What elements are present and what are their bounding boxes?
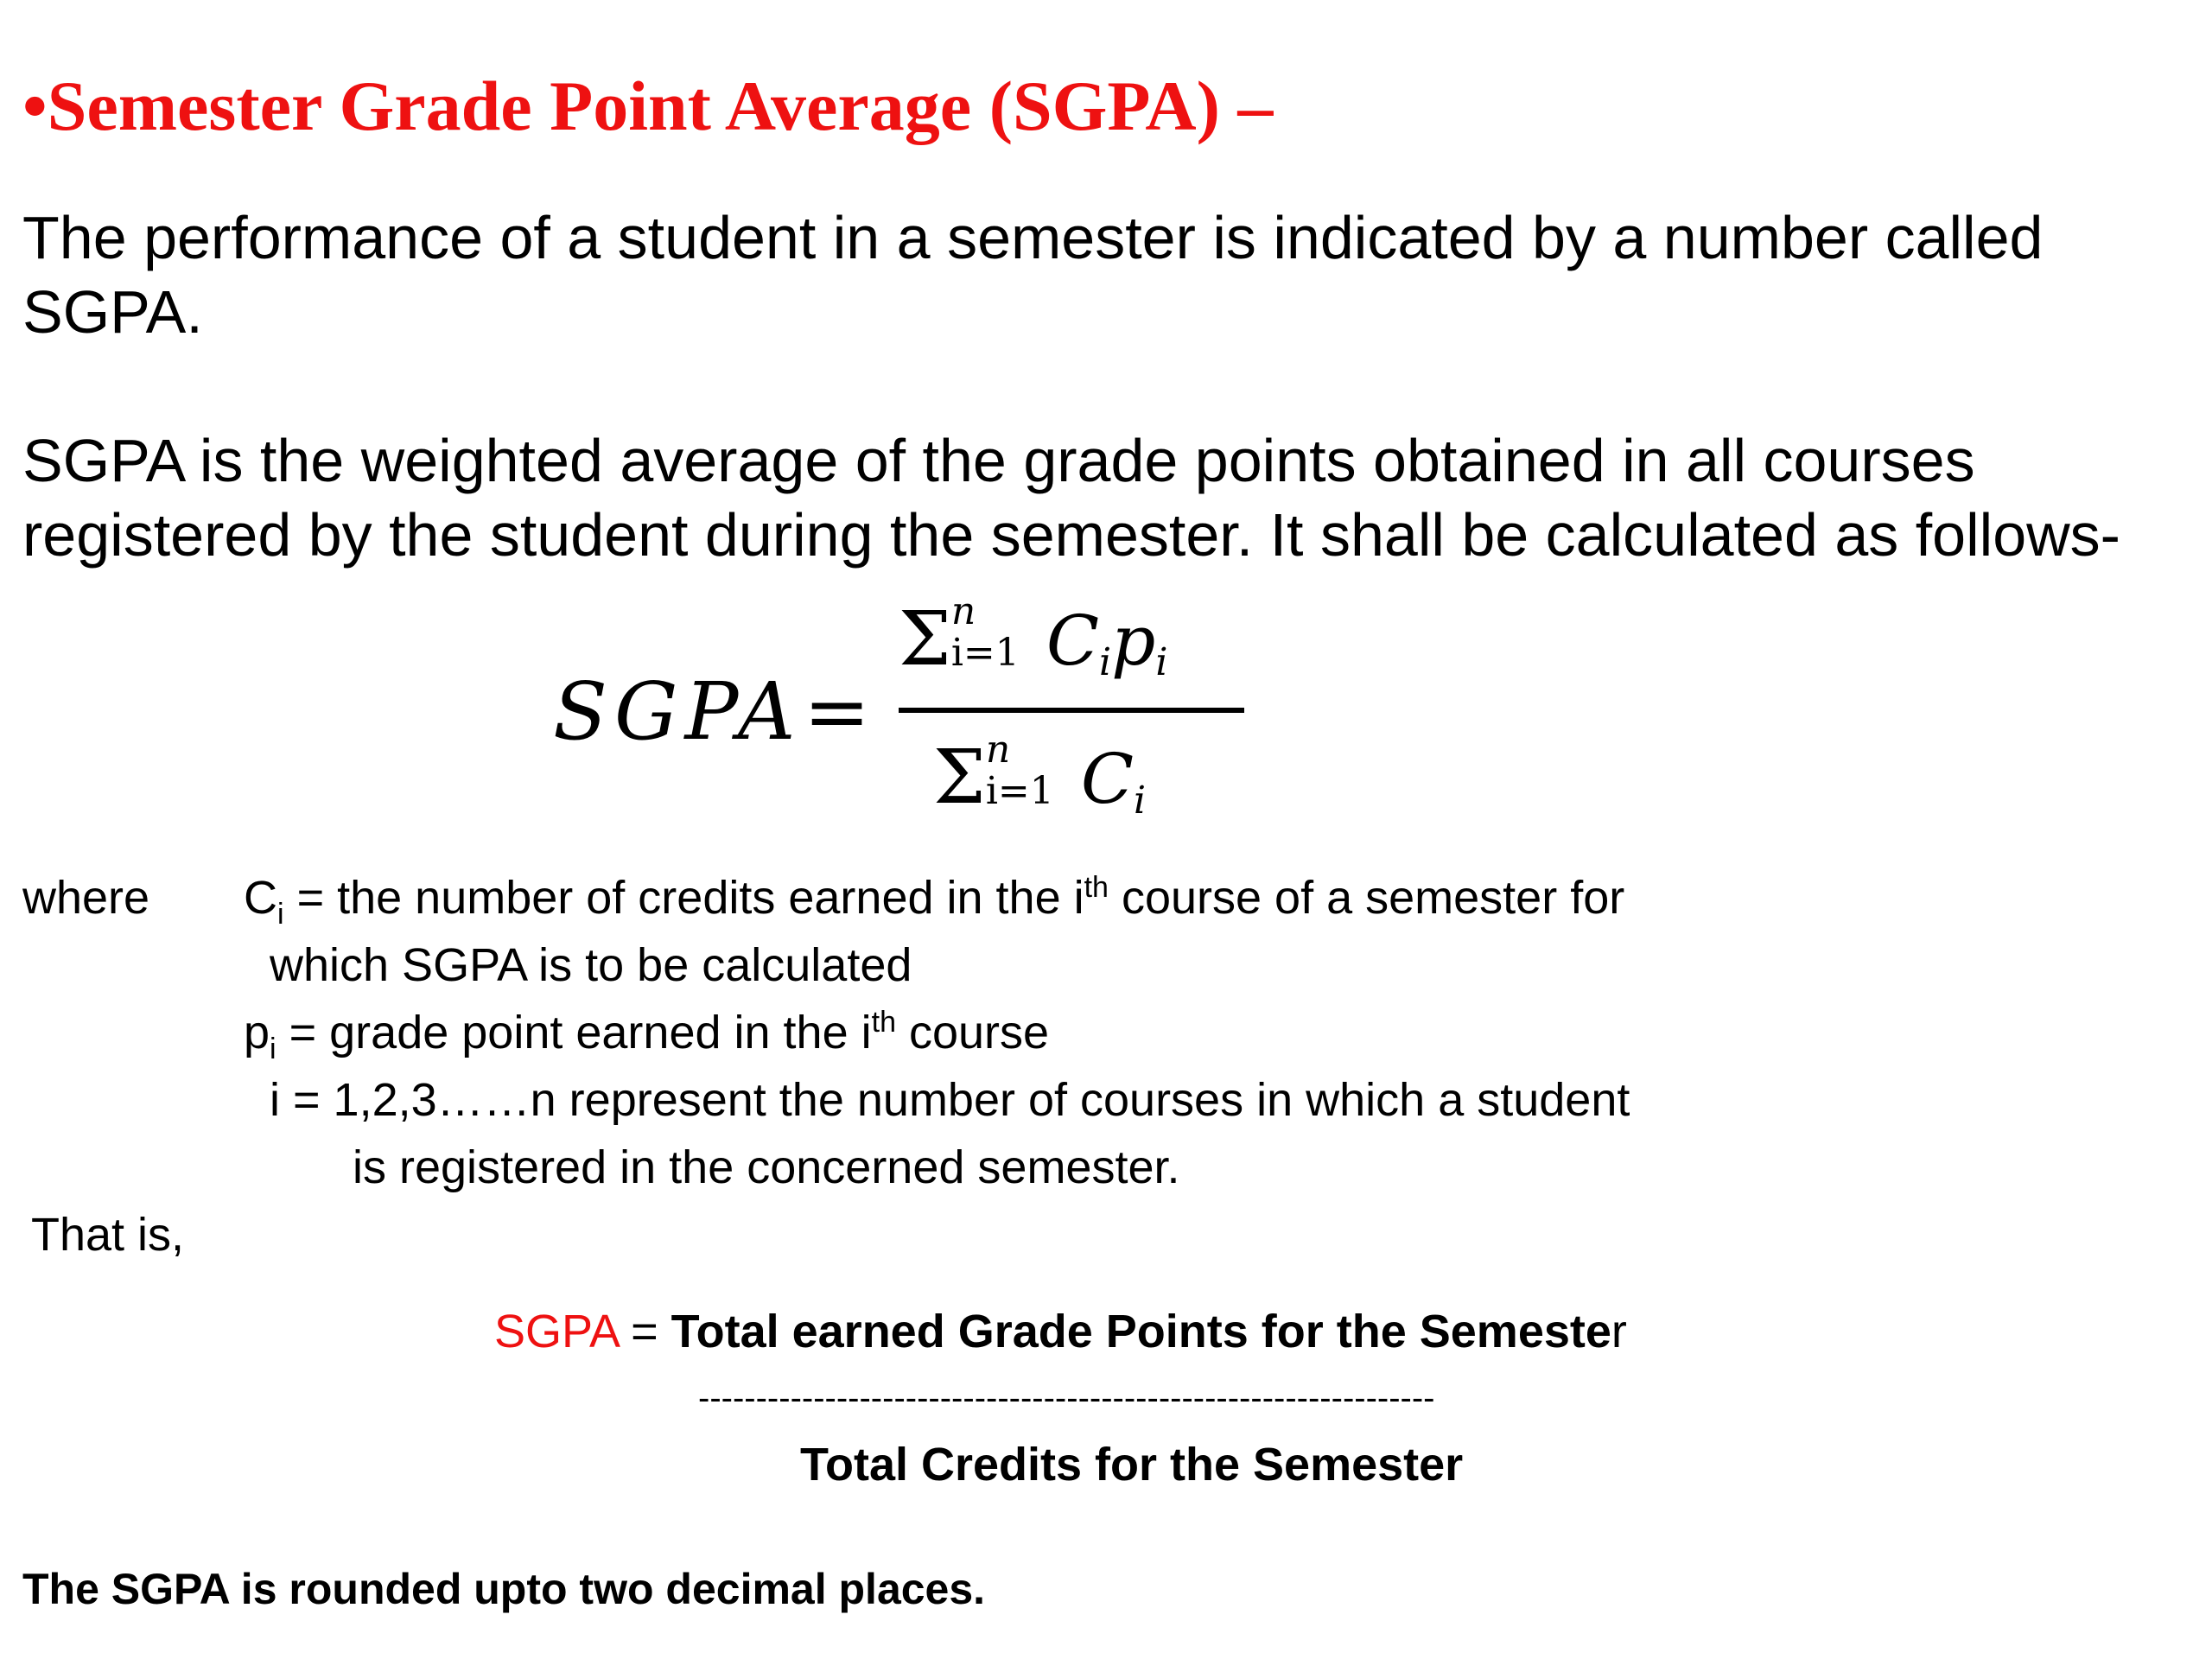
term-c: C <box>1046 601 1100 681</box>
c-sup: th <box>1084 871 1109 904</box>
text-formula-divider: ---------------------------------------------------------------- <box>698 1379 1435 1417</box>
definition-i-continued: is registered in the concerned semester. <box>353 1141 1180 1193</box>
sigma-symbol: Σ <box>933 734 986 821</box>
text-formula-numerator <box>494 1308 1627 1355</box>
c-text-a: = the number of credits earned in the i <box>283 872 1084 924</box>
where-label: where <box>22 872 150 924</box>
c-sub: i <box>277 897 284 931</box>
paragraph-definition: SGPA is the weighted average of the grade points obtained in all courses registered by the student during the semester. It shall be calculated as follows- <box>22 427 2120 569</box>
c-symbol: C <box>244 872 277 924</box>
p-text-a: = grade point earned in the i <box>276 1007 872 1058</box>
text-formula-lhs: SGPA <box>494 1306 619 1357</box>
definition-c <box>244 871 1625 931</box>
heading: •Semester Grade Point Average (SGPA) – <box>22 67 1274 145</box>
formula-denominator <box>933 728 1147 823</box>
c-text-b: course of a semester for <box>1108 872 1625 924</box>
text-formula-numerator-text: Total earned Grade Points for the Semeste <box>671 1306 1611 1357</box>
term-c: C <box>1080 739 1135 819</box>
paragraph-performance: The performance of a student in a semester is indicated by a number called SGPA. <box>22 204 2044 346</box>
definition-i: i = 1,2,3……n represent the number of courses in which a student <box>270 1074 1630 1126</box>
formula-lhs: SGPA <box>553 665 803 758</box>
formula-numerator <box>899 589 1168 684</box>
sum-lower-limit: i=1 <box>950 631 1020 675</box>
sigma-symbol: Σ <box>899 596 951 683</box>
term-p-sub: i <box>1155 640 1168 684</box>
p-text-b: course <box>895 1007 1050 1058</box>
text-formula-denominator: Total Credits for the Semester <box>800 1439 1464 1491</box>
sum-upper-limit: n <box>985 728 1011 772</box>
p-symbol: p <box>244 1007 270 1058</box>
fraction-bar <box>899 708 1244 713</box>
sum-lower-limit: i=1 <box>985 769 1054 813</box>
text-formula-equals: = <box>618 1306 671 1357</box>
p-sub: i <box>270 1032 276 1065</box>
term-c-sub: i <box>1099 640 1112 684</box>
formula-equals: = <box>804 665 871 758</box>
p-sup: th <box>871 1006 896 1039</box>
term-p: p <box>1111 601 1156 681</box>
term-c-sub: i <box>1134 779 1147 823</box>
definition-p <box>244 1006 1050 1065</box>
definition-c-continued: which SGPA is to be calculated <box>270 939 912 991</box>
that-is-label: That is, <box>31 1209 185 1261</box>
rounding-note: The SGPA is rounded upto two decimal places. <box>22 1565 986 1613</box>
sum-upper-limit: n <box>950 589 976 633</box>
text-formula-numerator-end: r <box>1611 1306 1627 1357</box>
